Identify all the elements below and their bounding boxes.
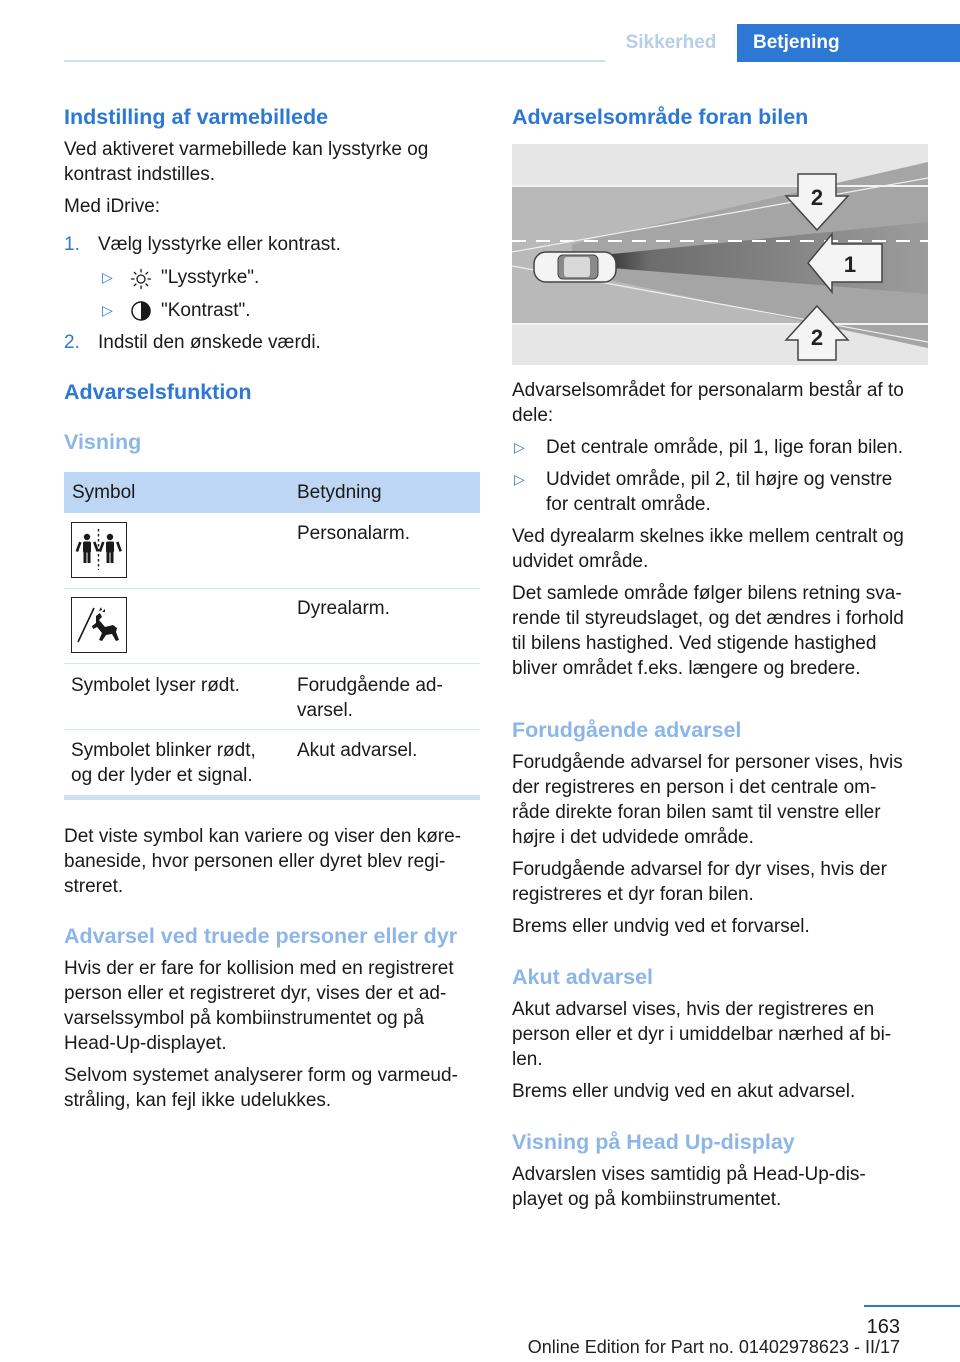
- bullet-udvidet-2: for centralt område.: [546, 494, 711, 515]
- figure-arrow-2-top-label: 2: [810, 185, 824, 210]
- meaning-forudgaaende-2: varsel.: [297, 700, 353, 721]
- text-forud-3: råde direkte foran bilen samt til venstre eller: [512, 802, 881, 823]
- step-number-2: 2.: [64, 332, 80, 353]
- text-truede-2: person eller et registreret dyr, vises der et ad-: [64, 983, 447, 1004]
- tab-sikkerhed[interactable]: Sikkerhed: [605, 24, 737, 62]
- heading-akut: Akut advarsel: [512, 965, 654, 989]
- text-forud-4: højre i det udvidede område.: [512, 827, 754, 848]
- text-samlede-1: Det samlede område følger bilens retning sva-: [512, 583, 902, 604]
- text-varmebillede-1: Ved aktiveret varmebillede kan lysstyrke og: [64, 139, 429, 160]
- table-row-divider: [64, 588, 480, 589]
- warning-area-figure: [512, 144, 928, 365]
- heading-hud: Visning på Head Up-display: [512, 1130, 795, 1154]
- bullet-triangle-icon: ▷: [102, 302, 113, 318]
- symbol-blinker-1: Symbolet blinker rødt,: [71, 740, 256, 761]
- heading-advarselsfunktion: Advarselsfunktion: [64, 380, 252, 404]
- heading-omraade: Advarselsområde foran bilen: [512, 105, 809, 129]
- text-omraade-2: dele:: [512, 405, 554, 426]
- table-row-divider: [64, 663, 480, 664]
- heading-forudgaaende: Forudgående advarsel: [512, 718, 742, 742]
- bullet-central: Det centrale område, pil 1, lige foran bilen.: [546, 437, 903, 458]
- brightness-icon: [130, 268, 152, 290]
- step-number-1: 1.: [64, 234, 80, 255]
- text-symbol-3: streret.: [64, 876, 124, 897]
- text-akut-1: Akut advarsel vises, hvis der registreres en: [512, 999, 875, 1020]
- contrast-icon: [130, 300, 152, 322]
- text-selvom-2: stråling, kan fejl ikke udelukkes.: [64, 1090, 332, 1111]
- heading-varmebillede: Indstilling af varmebillede: [64, 105, 329, 129]
- edition-line: Online Edition for Part no. 01402978623 - II/17: [527, 1337, 900, 1357]
- text-hud-2: playet og på kombiinstrumentet.: [512, 1189, 782, 1210]
- tab-betjening[interactable]: Betjening: [737, 24, 960, 62]
- table-bottom-rule: [64, 795, 480, 800]
- text-truede-3: varselssymbol på kombiinstrumentet og på: [64, 1008, 425, 1029]
- col-betydning: Betydning: [297, 482, 382, 503]
- text-omraade-1: Advarselsområdet for personalarm består af to: [512, 380, 904, 401]
- text-truede-4: Head-Up-displayet.: [64, 1033, 227, 1054]
- meaning-akut: Akut advarsel.: [297, 740, 418, 761]
- sub-step-kontrast: "Kontrast".: [161, 300, 251, 321]
- text-dyr-2: udvidet område.: [512, 551, 649, 572]
- bullet-triangle-icon: ▷: [102, 269, 113, 285]
- figure-arrow-2-bottom-label: 2: [810, 325, 824, 350]
- sub-step-lysstyrke: "Lysstyrke".: [161, 267, 260, 288]
- table-row-divider: [64, 729, 480, 730]
- col-symbol: Symbol: [72, 482, 136, 503]
- meaning-forudgaaende-1: Forudgående ad-: [297, 675, 443, 696]
- heading-truede: Advarsel ved truede personer eller dyr: [64, 924, 458, 948]
- bullet-triangle-icon: ▷: [514, 471, 525, 487]
- animal-alarm-icon: [71, 597, 127, 653]
- meaning-personalarm: Personalarm.: [297, 523, 410, 544]
- page-number: 163: [866, 1316, 900, 1338]
- text-forud-dyr-1: Forudgående advarsel for dyr vises, hvis der: [512, 859, 887, 880]
- symbol-blinker-2: og der lyder et signal.: [71, 765, 253, 786]
- text-hud-1: Advarslen vises samtidig på Head-Up-dis-: [512, 1164, 866, 1185]
- text-forud-2: der registreres en person i det centrale om-: [512, 777, 877, 798]
- text-forud-1: Forudgående advarsel for personer vises, hvis: [512, 752, 903, 773]
- text-samlede-4: bliver området f.eks. længere og bredere.: [512, 658, 861, 679]
- step-1: Vælg lysstyrke eller kontrast.: [98, 234, 341, 255]
- text-truede-1: Hvis der er fare for kollision med en registreret: [64, 958, 454, 979]
- text-forud-dyr-2: registreres et dyr foran bilen.: [512, 884, 754, 905]
- bullet-triangle-icon: ▷: [514, 439, 525, 455]
- text-symbol-1: Det viste symbol kan variere og viser den køre-: [64, 826, 462, 847]
- text-idrive: Med iDrive:: [64, 196, 161, 217]
- text-varmebillede-2: kontrast indstilles.: [64, 164, 216, 185]
- text-symbol-2: baneside, hvor personen eller dyret blev regi-: [64, 851, 446, 872]
- heading-visning: Visning: [64, 430, 142, 454]
- text-brems-forvarsel: Brems eller undvig ved et forvarsel.: [512, 916, 810, 937]
- text-samlede-2: rende til styreudslaget, og det ændres i forhold: [512, 608, 904, 629]
- figure-arrow-1-label: 1: [843, 252, 857, 277]
- footer-rule: [864, 1305, 960, 1307]
- text-akut-3: len.: [512, 1049, 543, 1070]
- step-2: Indstil den ønskede værdi.: [98, 332, 321, 353]
- text-dyr-1: Ved dyrealarm skelnes ikke mellem centralt og: [512, 526, 904, 547]
- meaning-dyrealarm: Dyrealarm.: [297, 598, 390, 619]
- text-brems-akut: Brems eller undvig ved en akut advarsel.: [512, 1081, 856, 1102]
- text-akut-2: person eller et dyr i umiddelbar nærhed af bi-: [512, 1024, 892, 1045]
- person-alarm-icon: [71, 522, 127, 578]
- text-samlede-3: til bilens hastighed. Ved stigende hastighed: [512, 633, 877, 654]
- symbol-lyser-roedt: Symbolet lyser rødt.: [71, 675, 240, 696]
- table-header: [64, 472, 480, 513]
- bullet-udvidet-1: Udvidet område, pil 2, til højre og venstre: [546, 469, 893, 490]
- text-selvom-1: Selvom systemet analyserer form og varmeud-: [64, 1065, 458, 1086]
